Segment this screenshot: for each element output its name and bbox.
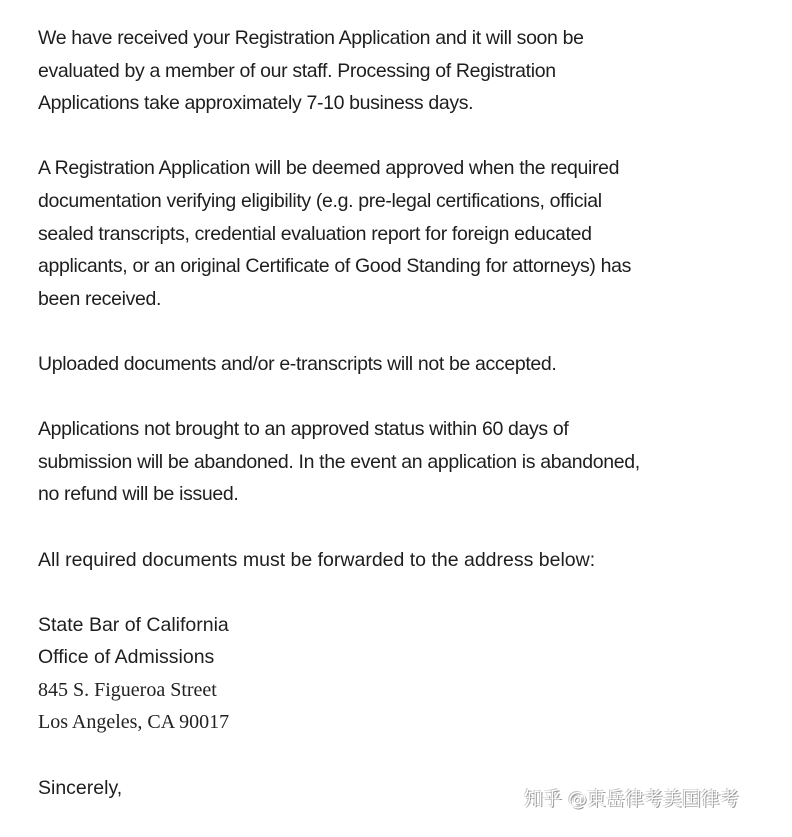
text-line: A Registration Application will be deemed approved when the required: [38, 157, 620, 180]
text-line: been received.: [38, 287, 162, 310]
text-line: evaluated by a member of our staff. Processing of Registration: [38, 59, 556, 82]
paragraph-uploads: [38, 348, 768, 381]
watermark: 知乎 @東岳律考美国律考: [524, 788, 740, 810]
text-line: We have received your Registration Application and it will soon be: [38, 27, 584, 49]
text-line: Applications take approximately 7-10 business days.: [38, 92, 474, 115]
paragraph-abandonment: [38, 413, 768, 511]
address-office: Office of Admissions: [38, 646, 215, 669]
text-line: Uploaded documents and/or e-transcripts will not be accepted.: [38, 352, 557, 375]
letter-body: [38, 22, 768, 837]
mailing-address: [38, 609, 768, 739]
closing-text: Sincerely,: [38, 776, 123, 799]
address-organization: State Bar of California: [38, 613, 229, 636]
text-line: no refund will be issued.: [38, 483, 239, 506]
text-line: sealed transcripts, credential evaluation report for foreign educated: [38, 222, 592, 245]
text-line: Applications not brought to an approved status within 60 days of: [38, 418, 569, 441]
address-street: 845 S. Figueroa Street: [38, 678, 217, 701]
paragraph-approval-criteria: [38, 152, 768, 315]
paragraph-forwarding: [38, 544, 768, 577]
paragraph-received: [38, 22, 768, 120]
text-line: documentation verifying eligibility (e.g. pre-legal certifications, official: [38, 189, 602, 212]
text-line: submission will be abandoned. In the event an application is abandoned,: [38, 450, 640, 473]
text-line: All required documents must be forwarded to the address below:: [38, 548, 596, 571]
address-city-state-zip: Los Angeles, CA 90017: [38, 711, 230, 734]
text-line: applicants, or an original Certificate of Good Standing for attorneys) has: [38, 255, 632, 278]
